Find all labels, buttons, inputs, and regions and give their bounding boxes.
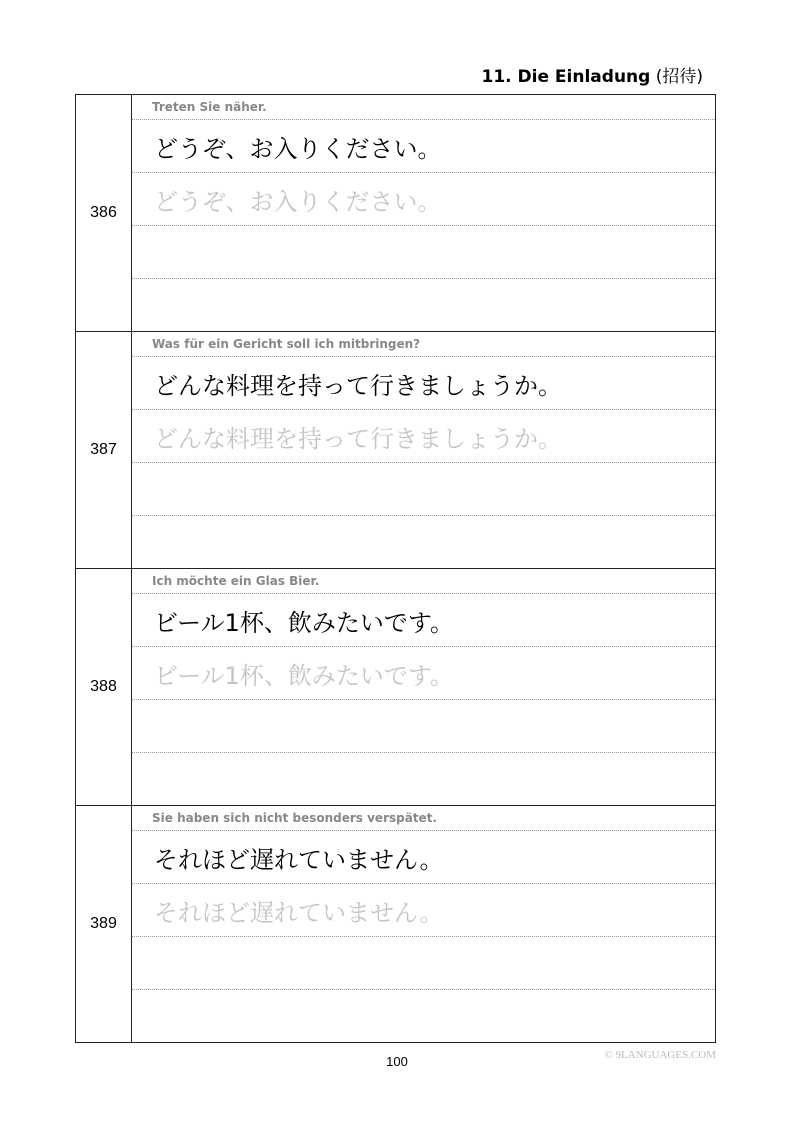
- german-sentence: Ich möchte ein Glas Bier.: [132, 569, 715, 594]
- japanese-sentence: どうぞ、お入りください。: [132, 120, 715, 173]
- german-sentence: Sie haben sich nicht besonders verspätet.: [132, 806, 715, 831]
- entry-row: [76, 806, 716, 1043]
- german-sentence: Was für ein Gericht soll ich mitbringen?: [132, 332, 715, 357]
- blank-writing-line: [132, 753, 715, 805]
- blank-writing-line: [132, 463, 715, 516]
- japanese-sentence: それほど遅れていません。: [132, 831, 715, 884]
- tracing-sentence: どうぞ、お入りください。: [132, 173, 715, 226]
- chapter-title: [482, 62, 703, 87]
- entry-row: [76, 332, 716, 569]
- blank-writing-line: [132, 937, 715, 990]
- entry-row: [76, 95, 716, 332]
- german-sentence: Treten Sie näher.: [132, 95, 715, 120]
- blank-writing-line: [132, 700, 715, 753]
- blank-writing-line: [132, 516, 715, 568]
- blank-writing-line: [132, 990, 715, 1042]
- tracing-sentence: どんな料理を持って行きましょうか。: [132, 410, 715, 463]
- entry-number: 387: [76, 332, 132, 569]
- entry-body: [132, 806, 716, 1043]
- tracing-sentence: それほど遅れていません。: [132, 884, 715, 937]
- japanese-sentence: どんな料理を持って行きましょうか。: [132, 357, 715, 410]
- entry-number: 388: [76, 569, 132, 806]
- practice-table: [75, 94, 716, 1043]
- blank-writing-line: [132, 279, 715, 331]
- tracing-sentence: ビール1杯、飲みたいです。: [132, 647, 715, 700]
- entry-row: [76, 569, 716, 806]
- watermark: © 9LANGUAGES.COM: [604, 1049, 716, 1061]
- entry-body: [132, 332, 716, 569]
- blank-writing-line: [132, 226, 715, 279]
- entry-body: [132, 569, 716, 806]
- entry-number: 389: [76, 806, 132, 1043]
- chapter-name: 11. Die Einladung: [481, 67, 651, 87]
- chapter-japanese: (招待): [655, 67, 703, 87]
- entry-number: 386: [76, 95, 132, 332]
- entry-body: [132, 95, 716, 332]
- page-number: 100: [386, 1054, 408, 1069]
- japanese-sentence: ビール1杯、飲みたいです。: [132, 594, 715, 647]
